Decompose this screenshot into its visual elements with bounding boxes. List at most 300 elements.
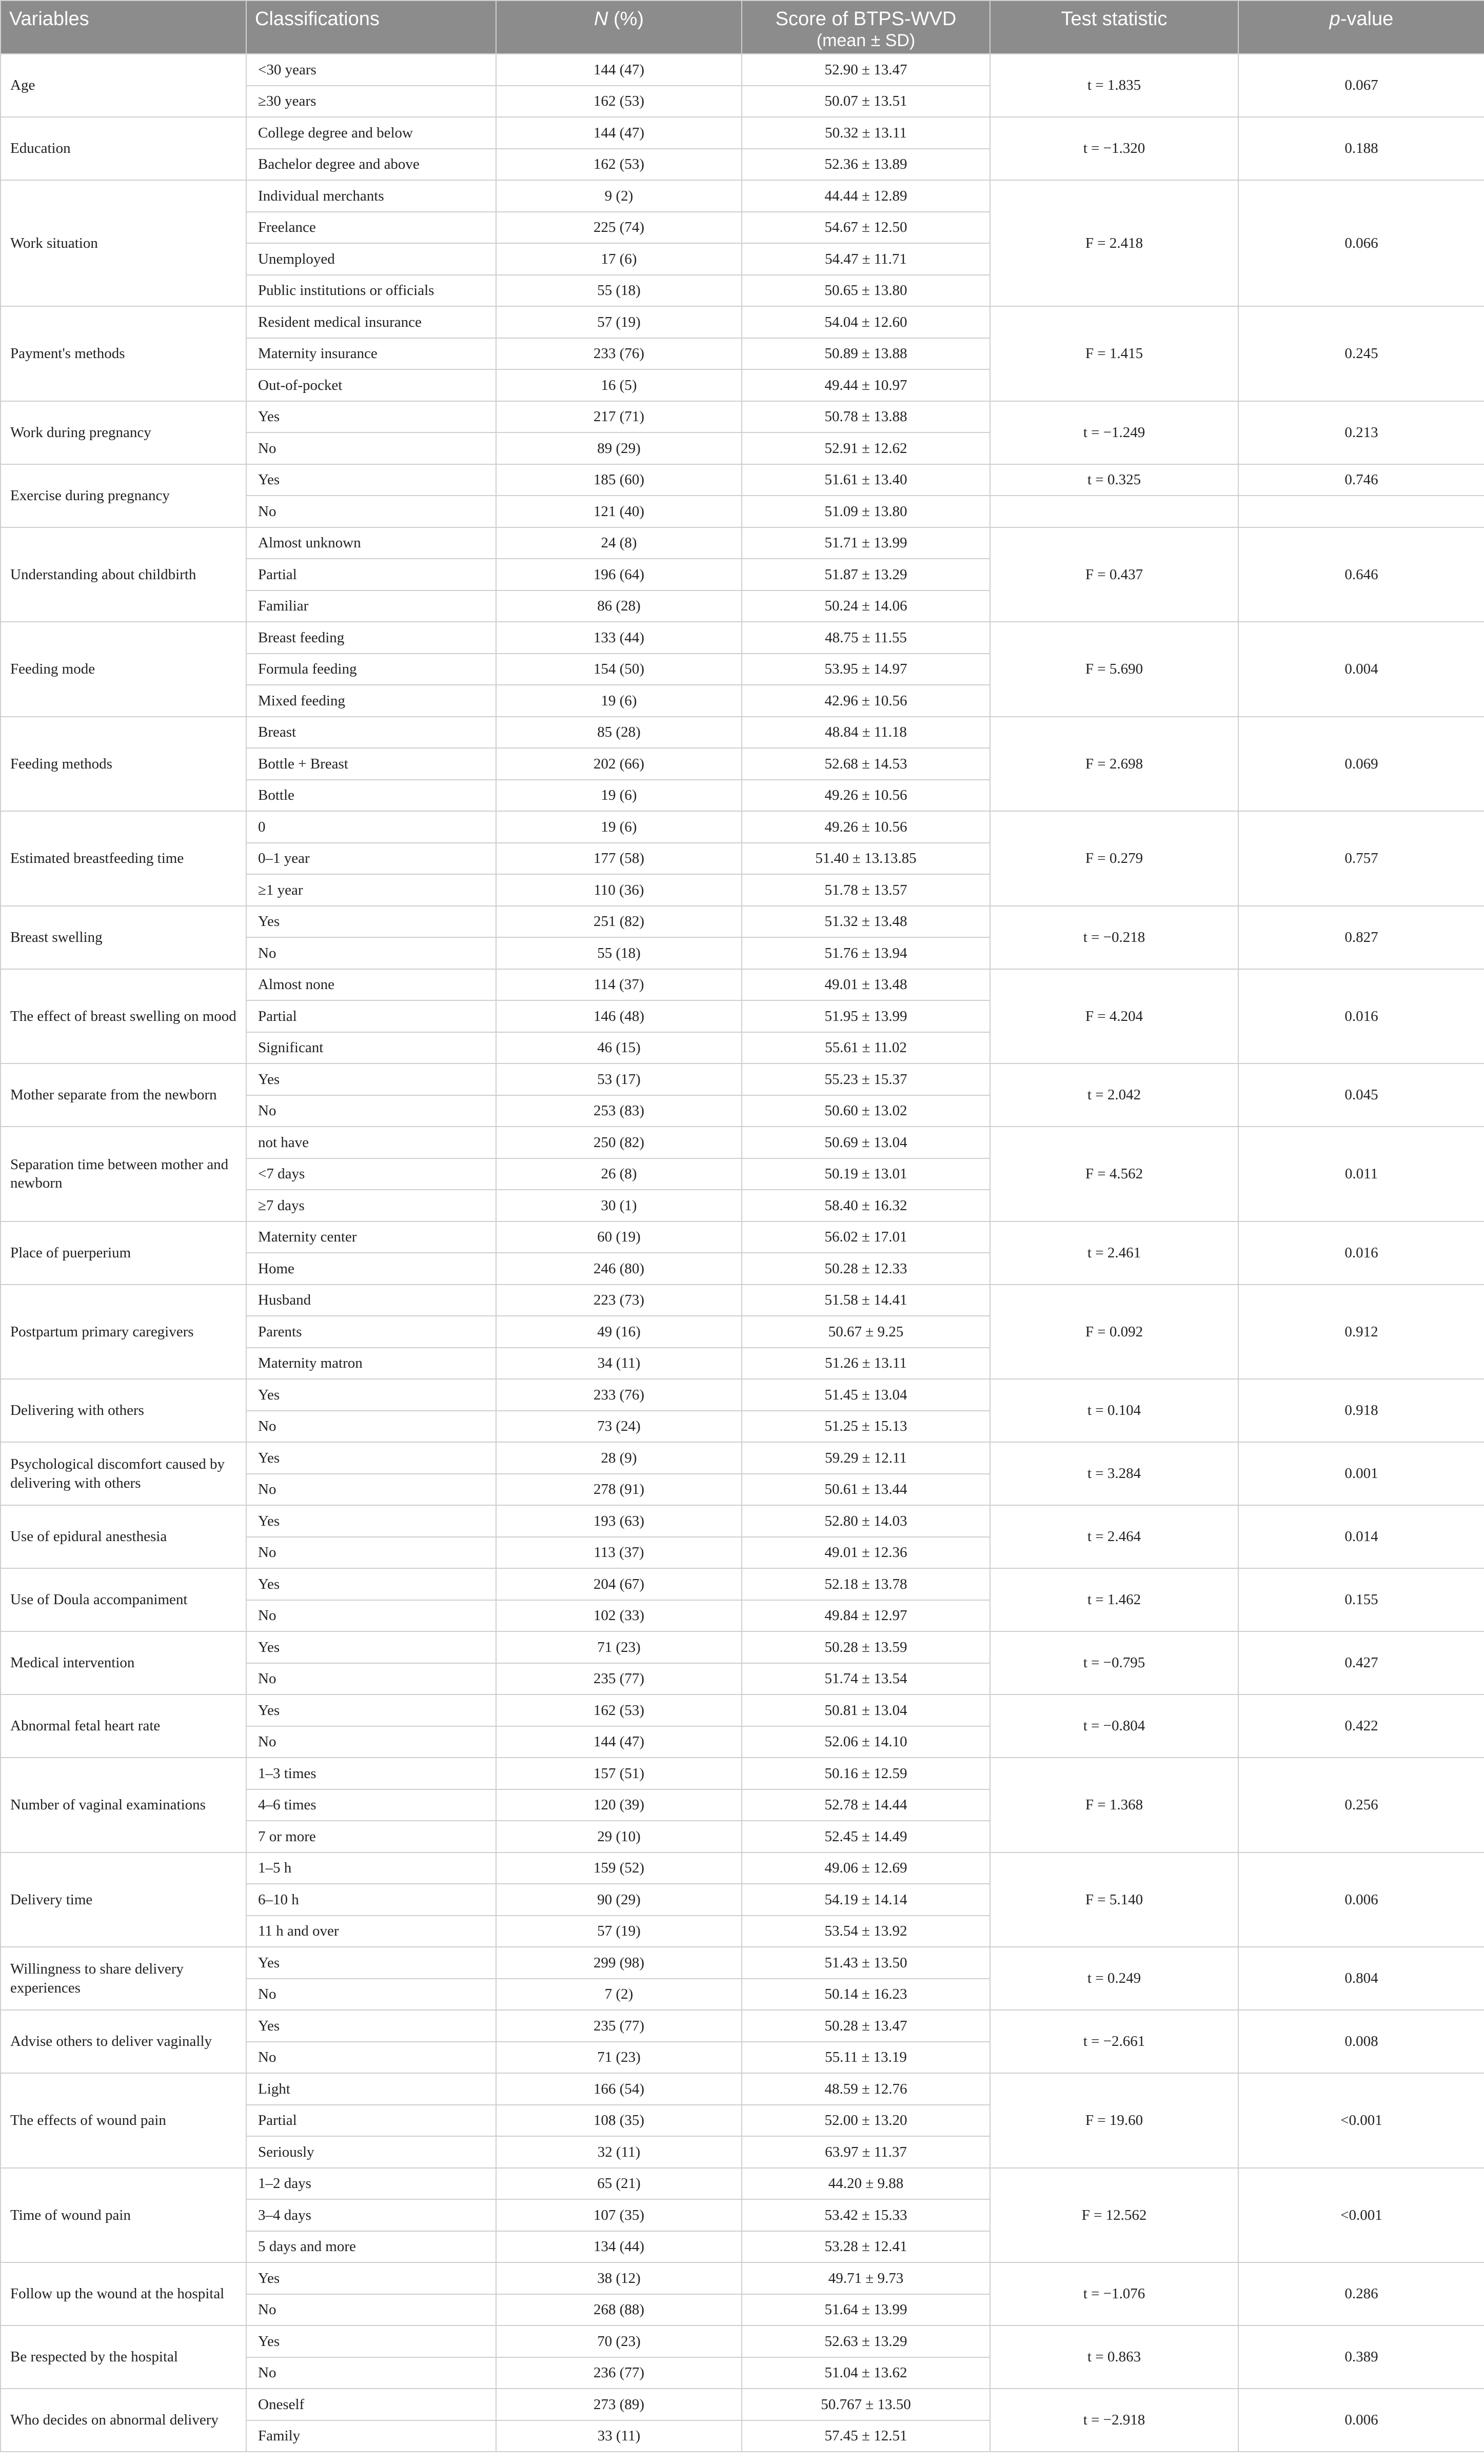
score-cell: 52.80 ± 14.03 (742, 1505, 990, 1537)
variable-cell: Education (1, 117, 246, 180)
score-cell: 52.06 ± 14.10 (742, 1726, 990, 1758)
score-cell: 54.04 ± 12.60 (742, 306, 990, 338)
variable-cell: Payment's methods (1, 306, 246, 401)
classification-cell: ≥1 year (246, 874, 496, 906)
n-percent-cell: 166 (54) (496, 2073, 742, 2105)
classification-cell: Mixed feeding (246, 685, 496, 717)
score-cell: 53.28 ± 12.41 (742, 2231, 990, 2263)
score-cell: 51.04 ± 13.62 (742, 2357, 990, 2389)
n-percent-cell: 17 (6) (496, 243, 742, 275)
table-row (1, 717, 1484, 748)
score-cell: 56.02 ± 17.01 (742, 1221, 990, 1253)
header-score-line1: Score of BTPS-WVD (775, 8, 957, 30)
p-value-cell: 0.912 (1238, 1285, 1484, 1379)
n-percent-cell: 110 (36) (496, 874, 742, 906)
p-value-cell: 0.067 (1238, 54, 1484, 117)
classification-cell: 0 (246, 811, 496, 843)
table-row (1, 401, 1484, 433)
table-row (1, 2010, 1484, 2042)
table-row (1, 2389, 1484, 2420)
score-cell: 58.40 ± 16.32 (742, 1190, 990, 1221)
n-percent-cell: 86 (28) (496, 590, 742, 622)
n-percent-cell: 217 (71) (496, 401, 742, 433)
score-cell: 49.71 ± 9.73 (742, 2262, 990, 2294)
score-cell: 44.20 ± 9.88 (742, 2168, 990, 2200)
p-value-cell: 0.016 (1238, 969, 1484, 1064)
classification-cell: Yes (246, 1947, 496, 1979)
score-cell: 52.68 ± 14.53 (742, 748, 990, 780)
test-statistic-cell: t = 2.042 (990, 1063, 1238, 1127)
table-row (1, 464, 1484, 496)
n-percent-cell: 113 (37) (496, 1537, 742, 1569)
classification-cell: College degree and below (246, 117, 496, 149)
score-cell: 55.61 ± 11.02 (742, 1032, 990, 1064)
table-row (1, 2073, 1484, 2105)
table-row (1, 2325, 1484, 2357)
classification-cell: Breast (246, 717, 496, 748)
n-percent-cell: 120 (39) (496, 1789, 742, 1821)
classification-cell: Yes (246, 1631, 496, 1663)
classification-cell: 4–6 times (246, 1789, 496, 1821)
classification-cell: Almost unknown (246, 527, 496, 559)
test-statistic-cell: t = −2.661 (990, 2010, 1238, 2073)
p-value-cell: 0.389 (1238, 2325, 1484, 2389)
p-value-cell: 0.045 (1238, 1063, 1484, 1127)
variable-cell: Work situation (1, 180, 246, 306)
score-cell: 49.84 ± 12.97 (742, 1600, 990, 1632)
n-percent-cell: 196 (64) (496, 559, 742, 590)
score-cell: 44.44 ± 12.89 (742, 180, 990, 212)
n-percent-cell: 57 (19) (496, 306, 742, 338)
table-row (1, 1694, 1484, 1726)
classification-cell: 11 h and over (246, 1916, 496, 1947)
classification-cell: Yes (246, 1568, 496, 1600)
table-row (1, 1442, 1484, 1474)
score-cell: 51.09 ± 13.80 (742, 496, 990, 527)
table-row (1, 1063, 1484, 1095)
classification-cell: 6–10 h (246, 1884, 496, 1916)
variable-cell: Be respected by the hospital (1, 2325, 246, 2389)
p-value-cell: 0.004 (1238, 622, 1484, 717)
p-value-cell: 0.746 (1238, 464, 1484, 496)
table-row (1, 906, 1484, 938)
table-row (1, 1285, 1484, 1316)
classification-cell: No (246, 2357, 496, 2389)
p-value-cell: 0.245 (1238, 306, 1484, 401)
score-cell: 49.26 ± 10.56 (742, 780, 990, 812)
score-cell: 51.43 ± 13.50 (742, 1947, 990, 1979)
score-cell: 52.45 ± 14.49 (742, 1821, 990, 1852)
n-percent-cell: 90 (29) (496, 1884, 742, 1916)
p-value-cell: 0.006 (1238, 1852, 1484, 1947)
n-percent-cell: 251 (82) (496, 906, 742, 938)
n-percent-cell: 9 (2) (496, 180, 742, 212)
score-cell: 50.32 ± 13.11 (742, 117, 990, 149)
test-statistic-cell: F = 2.418 (990, 180, 1238, 306)
classification-cell: Yes (246, 401, 496, 433)
variable-cell: Feeding mode (1, 622, 246, 717)
n-percent-cell: 60 (19) (496, 1221, 742, 1253)
test-statistic-cell: t = 0.863 (990, 2325, 1238, 2389)
test-statistic-cell: t = −0.804 (990, 1694, 1238, 1758)
n-percent-cell: 55 (18) (496, 275, 742, 307)
variable-cell: Psychological discomfort caused by delivering with others (1, 1442, 246, 1505)
test-statistic-cell: t = 2.464 (990, 1505, 1238, 1568)
n-percent-cell: 146 (48) (496, 1000, 742, 1032)
n-percent-cell: 65 (21) (496, 2168, 742, 2200)
score-cell: 49.01 ± 12.36 (742, 1537, 990, 1569)
classification-cell: 5 days and more (246, 2231, 496, 2263)
test-statistic-cell: t = 0.104 (990, 1379, 1238, 1442)
n-percent-cell: 246 (80) (496, 1253, 742, 1285)
n-percent-cell: 154 (50) (496, 654, 742, 685)
classification-cell: Yes (246, 2010, 496, 2042)
score-cell: 50.61 ± 13.44 (742, 1474, 990, 1506)
classification-cell: 1–2 days (246, 2168, 496, 2200)
test-statistic-cell-empty (990, 496, 1238, 527)
n-percent-cell: 19 (6) (496, 811, 742, 843)
classification-cell: 3–4 days (246, 2199, 496, 2231)
score-cell: 49.06 ± 12.69 (742, 1852, 990, 1884)
score-cell: 50.07 ± 13.51 (742, 86, 990, 117)
n-percent-cell: 253 (83) (496, 1095, 742, 1127)
classification-cell: Partial (246, 2105, 496, 2137)
classification-cell: Yes (246, 464, 496, 496)
score-cell: 42.96 ± 10.56 (742, 685, 990, 717)
score-cell: 50.19 ± 13.01 (742, 1158, 990, 1190)
score-cell: 51.74 ± 13.54 (742, 1663, 990, 1695)
classification-cell: No (246, 432, 496, 464)
n-percent-cell: 30 (1) (496, 1190, 742, 1221)
n-percent-cell: 162 (53) (496, 86, 742, 117)
n-percent-cell: 49 (16) (496, 1316, 742, 1348)
classification-cell: <30 years (246, 54, 496, 86)
classification-cell: ≥30 years (246, 86, 496, 117)
p-value-cell: 0.918 (1238, 1379, 1484, 1442)
n-percent-cell: 71 (23) (496, 1631, 742, 1663)
classification-cell: Almost none (246, 969, 496, 1001)
header-n-percent (496, 1, 742, 54)
table-row (1, 1631, 1484, 1663)
n-percent-cell: 19 (6) (496, 780, 742, 812)
score-cell: 49.26 ± 10.56 (742, 811, 990, 843)
p-value-cell: 0.006 (1238, 2389, 1484, 2452)
score-cell: 51.45 ± 13.04 (742, 1379, 990, 1411)
p-value-cell: 0.001 (1238, 1442, 1484, 1505)
test-statistic-cell: F = 5.690 (990, 622, 1238, 717)
classification-cell: Light (246, 2073, 496, 2105)
n-percent-cell: 89 (29) (496, 432, 742, 464)
n-percent-cell: 144 (47) (496, 54, 742, 86)
score-cell: 50.24 ± 14.06 (742, 590, 990, 622)
n-percent-cell: 46 (15) (496, 1032, 742, 1064)
n-percent-cell: 134 (44) (496, 2231, 742, 2263)
variable-cell: Estimated breastfeeding time (1, 811, 246, 906)
test-statistic-cell: F = 0.279 (990, 811, 1238, 906)
score-cell: 49.01 ± 13.48 (742, 969, 990, 1001)
classification-cell: No (246, 1474, 496, 1506)
classification-cell: Bottle (246, 780, 496, 812)
score-cell: 51.61 ± 13.40 (742, 464, 990, 496)
score-cell: 51.58 ± 14.41 (742, 1285, 990, 1316)
test-statistic-cell: t = −0.795 (990, 1631, 1238, 1694)
variable-cell: Medical intervention (1, 1631, 246, 1694)
variable-cell: Breast swelling (1, 906, 246, 969)
n-percent-cell: 107 (35) (496, 2199, 742, 2231)
header-test-statistic: Test statistic (990, 1, 1238, 54)
table-row (1, 2262, 1484, 2294)
score-cell: 50.28 ± 13.59 (742, 1631, 990, 1663)
p-value-cell-empty (1238, 496, 1484, 527)
test-statistic-cell: t = −2.918 (990, 2389, 1238, 2452)
n-percent-cell: 32 (11) (496, 2136, 742, 2168)
table-row (1, 1758, 1484, 1789)
test-statistic-cell: F = 0.437 (990, 527, 1238, 622)
n-percent-cell: 108 (35) (496, 2105, 742, 2137)
test-statistic-cell: t = 1.835 (990, 54, 1238, 117)
table-row (1, 54, 1484, 86)
classification-cell: Oneself (246, 2389, 496, 2420)
test-statistic-cell: F = 4.562 (990, 1127, 1238, 1221)
n-percent-cell: 299 (98) (496, 1947, 742, 1979)
classification-cell: Yes (246, 1442, 496, 1474)
n-percent-cell: 28 (9) (496, 1442, 742, 1474)
score-cell: 50.78 ± 13.88 (742, 401, 990, 433)
n-percent-cell: 85 (28) (496, 717, 742, 748)
test-statistic-cell: F = 4.204 (990, 969, 1238, 1064)
n-percent-cell: 233 (76) (496, 1379, 742, 1411)
variable-cell: Postpartum primary caregivers (1, 1285, 246, 1379)
table-row (1, 1127, 1484, 1158)
n-percent-cell: 26 (8) (496, 1158, 742, 1190)
p-value-cell: 0.422 (1238, 1694, 1484, 1758)
n-percent-cell: 235 (77) (496, 1663, 742, 1695)
table-row (1, 1221, 1484, 1253)
classification-cell: Parents (246, 1316, 496, 1348)
p-value-cell: 0.427 (1238, 1631, 1484, 1694)
n-percent-cell: 278 (91) (496, 1474, 742, 1506)
test-statistic-cell: t = −1.249 (990, 401, 1238, 464)
test-statistic-cell: F = 5.140 (990, 1852, 1238, 1947)
table-row (1, 117, 1484, 149)
variable-cell: Understanding about childbirth (1, 527, 246, 622)
classification-cell: No (246, 496, 496, 527)
test-statistic-cell: F = 19.60 (990, 2073, 1238, 2168)
test-statistic-cell: t = 0.325 (990, 464, 1238, 496)
test-statistic-cell: t = 3.284 (990, 1442, 1238, 1505)
p-value-cell: 0.646 (1238, 527, 1484, 622)
p-value-cell: 0.155 (1238, 1568, 1484, 1631)
p-value-cell: 0.213 (1238, 401, 1484, 464)
p-value-cell: 0.757 (1238, 811, 1484, 906)
n-percent-cell: 114 (37) (496, 969, 742, 1001)
p-value-cell: 0.066 (1238, 180, 1484, 306)
p-value-cell: <0.001 (1238, 2073, 1484, 2168)
classification-cell: Yes (246, 2262, 496, 2294)
n-percent-cell: 57 (19) (496, 1916, 742, 1947)
table-row (1, 527, 1484, 559)
header-p-rest: -value (1340, 8, 1394, 30)
classification-cell: not have (246, 1127, 496, 1158)
score-cell: 50.89 ± 13.88 (742, 338, 990, 370)
score-cell: 51.26 ± 13.11 (742, 1348, 990, 1379)
score-cell: 50.67 ± 9.25 (742, 1316, 990, 1348)
score-cell: 54.67 ± 12.50 (742, 212, 990, 244)
test-statistic-cell: t = 2.461 (990, 1221, 1238, 1285)
score-cell: 52.91 ± 12.62 (742, 432, 990, 464)
score-cell: 52.36 ± 13.89 (742, 149, 990, 181)
classification-cell: Seriously (246, 2136, 496, 2168)
score-cell: 50.65 ± 13.80 (742, 275, 990, 307)
score-cell: 48.59 ± 12.76 (742, 2073, 990, 2105)
test-statistic-cell: F = 2.698 (990, 717, 1238, 812)
variable-cell: Feeding methods (1, 717, 246, 812)
classification-cell: Partial (246, 1000, 496, 1032)
variable-cell: Delivering with others (1, 1379, 246, 1442)
header-n-italic: N (593, 8, 608, 30)
classification-cell: Yes (246, 1379, 496, 1411)
p-value-cell: 0.256 (1238, 1758, 1484, 1852)
score-cell: 52.18 ± 13.78 (742, 1568, 990, 1600)
test-statistic-cell: t = 1.462 (990, 1568, 1238, 1631)
n-percent-cell: 250 (82) (496, 1127, 742, 1158)
score-cell: 50.81 ± 13.04 (742, 1694, 990, 1726)
score-cell: 50.28 ± 13.47 (742, 2010, 990, 2042)
classification-cell: 1–3 times (246, 1758, 496, 1789)
test-statistic-cell: F = 1.368 (990, 1758, 1238, 1852)
score-cell: 51.40 ± 13.13.85 (742, 843, 990, 875)
score-cell: 54.47 ± 11.71 (742, 243, 990, 275)
n-percent-cell: 193 (63) (496, 1505, 742, 1537)
score-cell: 50.767 ± 13.50 (742, 2389, 990, 2420)
classification-cell: 1–5 h (246, 1852, 496, 1884)
table-row (1, 811, 1484, 843)
score-cell: 53.95 ± 14.97 (742, 654, 990, 685)
n-percent-cell: 16 (5) (496, 369, 742, 401)
table-row (1, 1852, 1484, 1884)
classification-cell: No (246, 1095, 496, 1127)
classification-cell: 0–1 year (246, 843, 496, 875)
classification-cell: Unemployed (246, 243, 496, 275)
classification-cell: Husband (246, 1285, 496, 1316)
classification-cell: No (246, 1537, 496, 1569)
classification-cell: 7 or more (246, 1821, 496, 1852)
score-cell: 52.63 ± 13.29 (742, 2325, 990, 2357)
score-cell: 55.11 ± 13.19 (742, 2042, 990, 2074)
classification-cell: Public institutions or officials (246, 275, 496, 307)
n-percent-cell: 185 (60) (496, 464, 742, 496)
p-value-cell: 0.008 (1238, 2010, 1484, 2073)
classification-cell: Individual merchants (246, 180, 496, 212)
variable-cell: Mother separate from the newborn (1, 1063, 246, 1127)
variable-cell: Time of wound pain (1, 2168, 246, 2263)
p-value-cell: 0.011 (1238, 1127, 1484, 1221)
variable-cell: Use of Doula accompaniment (1, 1568, 246, 1631)
score-cell: 52.78 ± 14.44 (742, 1789, 990, 1821)
classification-cell: ≥7 days (246, 1190, 496, 1221)
p-value-cell: 0.188 (1238, 117, 1484, 180)
classification-cell: No (246, 1600, 496, 1632)
variable-cell: Delivery time (1, 1852, 246, 1947)
n-percent-cell: 102 (33) (496, 1600, 742, 1632)
score-cell: 51.78 ± 13.57 (742, 874, 990, 906)
score-cell: 63.97 ± 11.37 (742, 2136, 990, 2168)
n-percent-cell: 177 (58) (496, 843, 742, 875)
n-percent-cell: 133 (44) (496, 622, 742, 654)
score-cell: 53.54 ± 13.92 (742, 1916, 990, 1947)
classification-cell: Home (246, 1253, 496, 1285)
n-percent-cell: 73 (24) (496, 1411, 742, 1443)
header-score-line2: (mean ± SD) (816, 30, 916, 50)
n-percent-cell: 273 (89) (496, 2389, 742, 2420)
n-percent-cell: 162 (53) (496, 149, 742, 181)
table-row (1, 2168, 1484, 2200)
variable-cell: Separation time between mother and newborn (1, 1127, 246, 1221)
header-classifications: Classifications (246, 1, 496, 54)
test-statistic-cell: F = 12.562 (990, 2168, 1238, 2263)
classification-cell: No (246, 1726, 496, 1758)
classification-cell: Yes (246, 1063, 496, 1095)
classification-cell: Maternity matron (246, 1348, 496, 1379)
score-cell: 50.60 ± 13.02 (742, 1095, 990, 1127)
n-percent-cell: 159 (52) (496, 1852, 742, 1884)
score-cell: 59.29 ± 12.11 (742, 1442, 990, 1474)
variable-cell: Advise others to deliver vaginally (1, 2010, 246, 2073)
score-cell: 50.16 ± 12.59 (742, 1758, 990, 1789)
classification-cell: Out-of-pocket (246, 369, 496, 401)
classification-cell: Yes (246, 906, 496, 938)
p-value-cell: 0.286 (1238, 2262, 1484, 2325)
n-percent-cell: 34 (11) (496, 1348, 742, 1379)
table-row (1, 1947, 1484, 1979)
score-cell: 51.71 ± 13.99 (742, 527, 990, 559)
score-cell: 57.45 ± 12.51 (742, 2420, 990, 2452)
n-percent-cell: 202 (66) (496, 748, 742, 780)
score-cell: 50.69 ± 13.04 (742, 1127, 990, 1158)
classification-cell: Formula feeding (246, 654, 496, 685)
score-cell: 50.14 ± 16.23 (742, 1979, 990, 2010)
test-statistic-cell: t = −1.320 (990, 117, 1238, 180)
header-variables: Variables (1, 1, 246, 54)
variable-cell: Abnormal fetal heart rate (1, 1694, 246, 1758)
n-percent-cell: 38 (12) (496, 2262, 742, 2294)
table-row (1, 1568, 1484, 1600)
variable-cell: The effects of wound pain (1, 2073, 246, 2168)
table-row (1, 180, 1484, 212)
p-value-cell: 0.014 (1238, 1505, 1484, 1568)
score-cell: 52.90 ± 13.47 (742, 54, 990, 86)
score-cell: 51.64 ± 13.99 (742, 2294, 990, 2326)
classification-cell: No (246, 1411, 496, 1443)
n-percent-cell: 233 (76) (496, 338, 742, 370)
classification-cell: Bachelor degree and above (246, 149, 496, 181)
header-row (1, 1, 1484, 54)
n-percent-cell: 235 (77) (496, 2010, 742, 2042)
variable-cell: The effect of breast swelling on mood (1, 969, 246, 1064)
variable-cell: Use of epidural anesthesia (1, 1505, 246, 1568)
score-cell: 53.42 ± 15.33 (742, 2199, 990, 2231)
test-statistic-cell: t = −1.076 (990, 2262, 1238, 2325)
classification-cell: Bottle + Breast (246, 748, 496, 780)
classification-cell: Yes (246, 2325, 496, 2357)
variable-cell: Work during pregnancy (1, 401, 246, 464)
score-cell: 51.25 ± 15.13 (742, 1411, 990, 1443)
table-row (1, 1379, 1484, 1411)
classification-cell: No (246, 1663, 496, 1695)
n-percent-cell: 204 (67) (496, 1568, 742, 1600)
n-percent-cell: 7 (2) (496, 1979, 742, 2010)
n-percent-cell: 225 (74) (496, 212, 742, 244)
